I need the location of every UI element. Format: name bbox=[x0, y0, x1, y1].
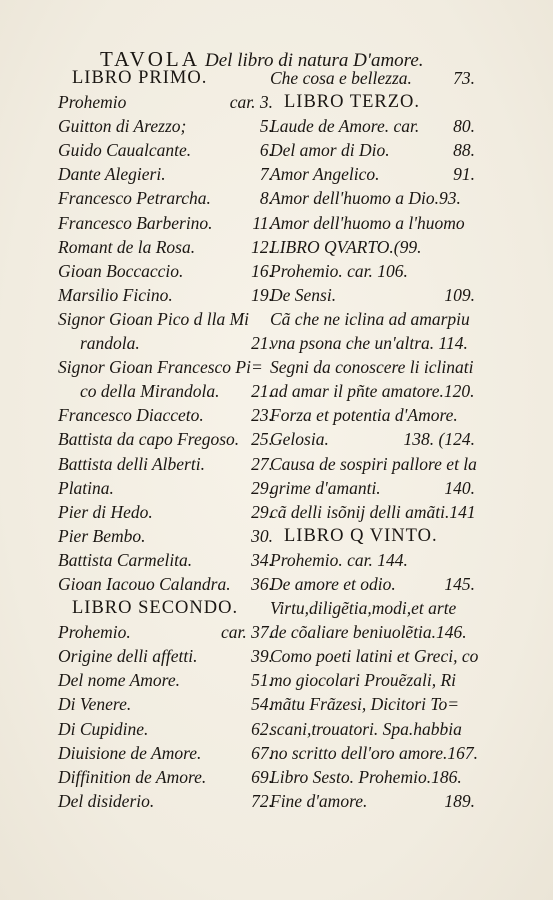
entry-title: Francesco Diacceto. bbox=[58, 405, 204, 426]
entry-title: Guitton di Arezzo; bbox=[58, 116, 187, 137]
index-entry bbox=[58, 668, 273, 692]
entry-page-number: 51. bbox=[251, 670, 273, 691]
entry-title: LIBRO TERZO. bbox=[284, 92, 421, 113]
entry-title: Di Cupidine. bbox=[58, 718, 149, 739]
entry-title: ad amar il pñte amatore.120. bbox=[270, 381, 475, 402]
entry-title: Segni da conoscere li iclinati bbox=[270, 357, 474, 378]
index-entry bbox=[58, 211, 273, 235]
index-entry bbox=[58, 235, 273, 259]
entry-title: Prohemio. bbox=[58, 622, 131, 643]
entry-title: Signor Gioan Francesco Pi= bbox=[58, 357, 263, 378]
index-entry bbox=[270, 307, 475, 331]
entry-page-number: 67. bbox=[251, 742, 273, 763]
entry-title: Romant de la Rosa. bbox=[58, 236, 196, 257]
entry-page-number: 73. bbox=[453, 68, 475, 88]
entry-title: De amore et odio. bbox=[270, 573, 396, 594]
entry-title: Origine delli affetti. bbox=[58, 646, 198, 667]
index-entry bbox=[58, 379, 273, 403]
index-entry bbox=[270, 66, 475, 90]
entry-title: Francesco Petrarcha. bbox=[58, 188, 211, 209]
entry-title: Signor Gioan Pico d lla Mi bbox=[58, 308, 250, 329]
entry-page-number: 189. bbox=[444, 790, 475, 811]
index-entry bbox=[58, 138, 273, 162]
entry-title: Amor Angelico. bbox=[270, 164, 380, 185]
entry-page-number: 109. bbox=[444, 284, 475, 305]
entry-title: Amor dell'huomo a l'huomo bbox=[270, 212, 465, 233]
entry-title: LIBRO PRIMO. bbox=[72, 68, 208, 88]
entry-title: Diffinition de Amore. bbox=[58, 766, 207, 787]
entry-page-number: 27. bbox=[251, 453, 273, 474]
index-entry bbox=[58, 452, 273, 476]
entry-page-number: 11. bbox=[252, 212, 273, 233]
entry-page-number: 16. bbox=[251, 260, 273, 281]
index-entry bbox=[58, 548, 273, 572]
heading-subtitle: Del libro di natura D'amore. bbox=[205, 50, 424, 71]
entry-title: Battista da capo Fregoso. bbox=[58, 429, 240, 450]
entry-title: Virtu,diligẽtia,modi,et arte bbox=[270, 598, 457, 619]
index-entry bbox=[58, 500, 273, 524]
index-entry bbox=[58, 355, 273, 379]
entry-title: Marsilio Ficino. bbox=[58, 284, 173, 305]
index-entry bbox=[58, 90, 273, 114]
index-entry bbox=[270, 379, 475, 403]
index-entry bbox=[270, 548, 475, 572]
index-entry bbox=[270, 427, 475, 451]
entry-page-number: 21. bbox=[251, 333, 273, 354]
heading-title: TAVOLA bbox=[100, 47, 200, 71]
index-entry bbox=[58, 427, 273, 451]
index-entry bbox=[58, 186, 273, 210]
entry-title: scani,trouatori. Spa.habbia bbox=[270, 718, 462, 739]
entry-page-number: 39. bbox=[251, 646, 273, 667]
entry-title: Prohemio. car. 144. bbox=[270, 549, 408, 570]
entry-page-number: 69. bbox=[251, 766, 273, 787]
index-entry bbox=[270, 138, 475, 162]
index-entry bbox=[58, 717, 273, 741]
entry-page-number: 36. bbox=[251, 573, 273, 594]
index-entry bbox=[270, 355, 475, 379]
index-entry bbox=[58, 789, 273, 813]
entry-title: Del nome Amore. bbox=[58, 670, 180, 691]
entry-page-number: 34. bbox=[251, 549, 273, 570]
entry-title: no scritto dell'oro amore.167. bbox=[270, 742, 479, 763]
entry-page-number: 62. bbox=[251, 718, 273, 739]
index-entry bbox=[58, 283, 273, 307]
index-entry bbox=[270, 283, 475, 307]
index-entry bbox=[270, 476, 475, 500]
entry-page-number: 138. (124. bbox=[403, 429, 475, 450]
entry-title: Como poeti latini et Greci, co bbox=[270, 646, 479, 667]
index-entry bbox=[270, 500, 475, 524]
index-entry bbox=[58, 765, 273, 789]
index-entry bbox=[58, 524, 273, 548]
entry-title: Francesco Barberino. bbox=[58, 212, 213, 233]
index-entry bbox=[58, 572, 273, 596]
index-entry bbox=[270, 114, 475, 138]
book-heading bbox=[58, 596, 273, 620]
book-heading bbox=[270, 90, 475, 114]
index-entry bbox=[58, 307, 273, 331]
entry-page-number: 19. bbox=[251, 284, 273, 305]
entry-title: Dante Alegieri. bbox=[58, 164, 166, 185]
entry-title: Forza et potentia d'Amore. bbox=[270, 405, 458, 426]
entry-title: Gelosia. bbox=[270, 429, 329, 450]
entry-page-number: 72. bbox=[251, 790, 273, 811]
entry-page-number: 29. bbox=[251, 501, 273, 522]
index-entry bbox=[270, 235, 475, 259]
entry-title: Del amor di Dio. bbox=[270, 140, 390, 161]
index-entry bbox=[58, 162, 273, 186]
entry-title: De Sensi. bbox=[270, 284, 337, 305]
entry-page-number: 8. bbox=[259, 188, 273, 209]
entry-title: Battista Carmelita. bbox=[58, 549, 193, 570]
index-entry bbox=[270, 668, 475, 692]
entry-title: Libro Sesto. Prohemio.186. bbox=[270, 766, 462, 787]
index-entry bbox=[58, 331, 273, 355]
entry-title: Pier Bembo. bbox=[58, 525, 146, 546]
entry-page-number: car. 37. bbox=[220, 622, 273, 643]
index-entry bbox=[58, 692, 273, 716]
entry-title: Battista delli Alberti. bbox=[58, 453, 205, 474]
entry-page-number: 6. bbox=[259, 140, 273, 161]
entry-title: Gioan Boccaccio. bbox=[58, 260, 184, 281]
entry-title: Diuisione de Amore. bbox=[58, 742, 202, 763]
entry-page-number: 23. bbox=[251, 405, 273, 426]
entry-page-number: 29. bbox=[251, 477, 273, 498]
index-entry bbox=[270, 596, 475, 620]
entry-title: co della Mirandola. bbox=[80, 381, 220, 402]
index-entry bbox=[58, 259, 273, 283]
index-entry bbox=[270, 765, 475, 789]
index-entry bbox=[270, 741, 479, 765]
entry-page-number: 25. bbox=[251, 429, 273, 450]
entry-page-number: 30. bbox=[251, 525, 273, 546]
entry-page-number: 145. bbox=[444, 573, 475, 594]
index-entry bbox=[270, 259, 475, 283]
index-entry bbox=[270, 186, 475, 210]
entry-title: Gioan Iacouo Calandra. bbox=[58, 573, 231, 594]
entry-title: LIBRO Q VINTO. bbox=[284, 525, 438, 546]
index-entry bbox=[270, 572, 475, 596]
index-entry bbox=[270, 789, 475, 813]
entry-page-number: 140. bbox=[444, 477, 475, 498]
book-heading bbox=[270, 524, 475, 548]
entry-title: Guido Caualcante. bbox=[58, 140, 192, 161]
right-index-column bbox=[270, 66, 479, 813]
entry-title: vna psona che un'altra. 114. bbox=[270, 333, 468, 354]
index-entry bbox=[270, 162, 475, 186]
entry-title: Platina. bbox=[58, 477, 114, 498]
entry-title: de cõaliare beniuolẽtia.146. bbox=[270, 622, 467, 643]
entry-title: randola. bbox=[80, 333, 140, 354]
book-heading bbox=[58, 66, 273, 90]
index-entry bbox=[270, 452, 475, 476]
index-entry bbox=[270, 644, 479, 668]
entry-title: LIBRO QVARTO.(99. bbox=[270, 236, 422, 257]
entry-page-number: 88. bbox=[453, 140, 475, 161]
index-entry bbox=[270, 331, 475, 355]
entry-title: Prohemio bbox=[58, 92, 127, 113]
entry-title: Che cosa e bellezza. bbox=[270, 68, 412, 88]
index-entry bbox=[58, 114, 273, 138]
entry-page-number: 80. bbox=[453, 116, 475, 137]
entry-title: Causa de sospiri pallore et la bbox=[270, 453, 477, 474]
entry-title: Cã che ne iclina ad amarpiu bbox=[270, 308, 470, 329]
entry-title: Amor dell'huomo a Dio.93. bbox=[270, 188, 461, 209]
index-entry bbox=[270, 211, 475, 235]
index-entry bbox=[270, 692, 475, 716]
entry-title: Prohemio. car. 106. bbox=[270, 260, 408, 281]
index-entry bbox=[58, 403, 273, 427]
index-entry bbox=[58, 644, 273, 668]
entry-title: Laude de Amore. car. bbox=[270, 116, 420, 137]
index-entry bbox=[270, 403, 475, 427]
entry-title: Del disiderio. bbox=[58, 790, 155, 811]
entry-page-number: 21. bbox=[251, 381, 273, 402]
left-index-column bbox=[58, 66, 273, 813]
entry-page-number: 54. bbox=[251, 694, 273, 715]
entry-title: cã delli isõnij delli amãti.141 bbox=[270, 501, 476, 522]
index-entry bbox=[58, 620, 273, 644]
entry-title: Fine d'amore. bbox=[270, 790, 368, 811]
index-entry bbox=[270, 717, 475, 741]
entry-title: mo giocolari Prouẽzali, Ri bbox=[270, 670, 457, 691]
entry-title: LIBRO SECONDO. bbox=[72, 598, 239, 619]
entry-title: mãtu Frãzesi, Dicitori To= bbox=[270, 694, 460, 715]
index-entry bbox=[270, 620, 475, 644]
entry-page-number: 7. bbox=[259, 164, 273, 185]
entry-title: Pier di Hedo. bbox=[58, 501, 153, 522]
index-entry bbox=[58, 741, 273, 765]
entry-page-number: car. 3. bbox=[229, 92, 273, 113]
entry-title: grime d'amanti. bbox=[270, 477, 381, 498]
entry-page-number: 12. bbox=[251, 236, 273, 257]
entry-title: Di Venere. bbox=[58, 694, 132, 715]
entry-page-number: 91. bbox=[453, 164, 475, 185]
entry-page-number: 5. bbox=[259, 116, 273, 137]
index-entry bbox=[58, 476, 273, 500]
